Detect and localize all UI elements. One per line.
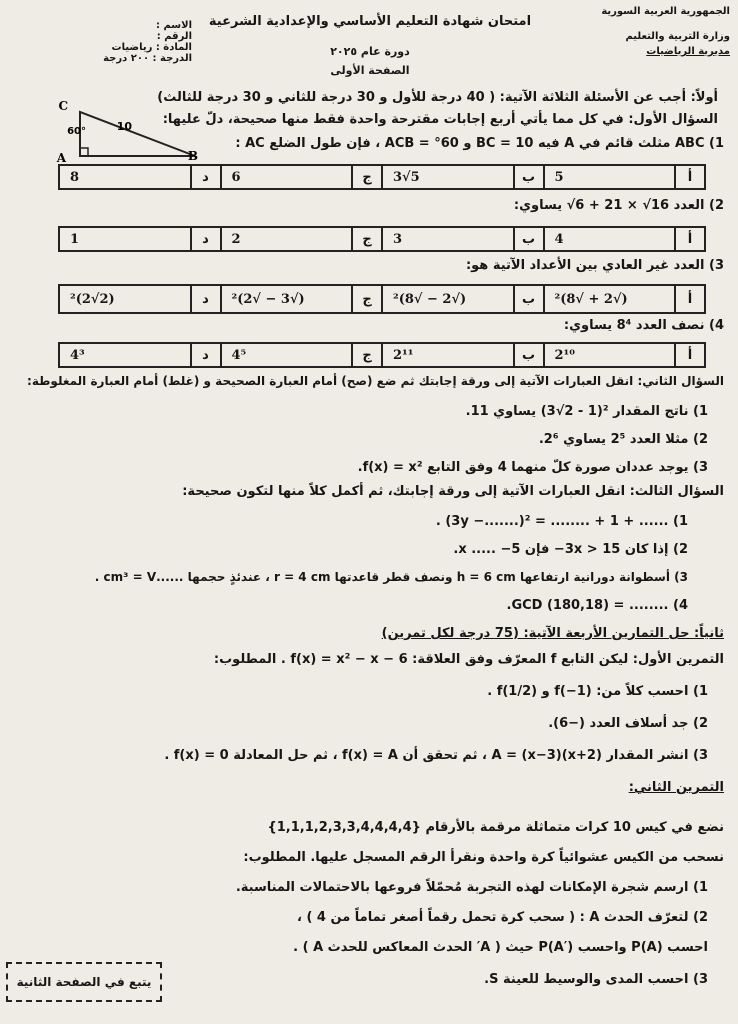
q3-item-3: 3) أسطوانة دورانية ارتفاعها h = 6 cm ونصف قطر قاعدتها r = 4 cm ، عندئذٍ حجمها ......cm³ = V . <box>94 570 688 584</box>
option-label-a: أ <box>674 166 704 188</box>
option-b[interactable]: 3 <box>381 228 513 250</box>
exam-title: امتحان شهادة التعليم الأساسي والإعدادية الشرعية <box>208 14 532 29</box>
option-b[interactable]: 5√3 <box>381 166 513 188</box>
triangle-figure <box>56 98 210 165</box>
ex2-line-1: نضع في كيس 10 كرات متماثلة مرقمة بالأرقام {1,1,1,2,3,3,4,4,4,4} <box>267 820 724 835</box>
ex1-item-3: 3) انشر المقدار A = (x−3)(x+2) ، ثم تحقق أن f(x) = A ، ثم حل المعادلة f(x) = 0 . <box>164 748 708 763</box>
ex2-title: التمرين الثاني: <box>628 780 724 795</box>
q3-item-1: 1) ...... + 1 + ........ = ²(.......− 3y) . <box>435 514 688 529</box>
option-c[interactable]: 4⁵ <box>220 344 352 366</box>
option-d[interactable]: 8 <box>70 169 80 185</box>
header-center <box>200 14 540 77</box>
number-field: الرقم : <box>156 31 192 42</box>
q1-title: السؤال الأول: في كل مما يأتي أربع إجابات مقترحة واحدة فقط منها صحيحة، دلّ عليها: <box>162 112 718 127</box>
option-label-c: ج <box>351 228 381 250</box>
option-label-b: ب <box>513 286 543 312</box>
option-label-b: ب <box>513 344 543 366</box>
option-label-c: ج <box>351 166 381 188</box>
question-2-text: 2) العدد 16√ × 21 + 6√ يساوي: <box>513 198 724 213</box>
option-a[interactable]: 5 <box>543 166 675 188</box>
question-1-text: 1) ABC مثلث قائم في A فيه 10 = BC و 60° = ACB ، فإن طول الضلع AC : <box>235 136 724 151</box>
section2-title: ثانياً: حل التمارين الأربعة الآتية: (75 درجة لكل تمرين) <box>381 626 724 641</box>
option-c[interactable]: (√3 − √2)² <box>220 286 352 312</box>
side-label: 10 <box>116 120 132 133</box>
q2-item-3: 3) يوجد عددان صورة كلّ منهما 4 وفق التابع f(x) = x². <box>357 460 708 475</box>
option-label-a: أ <box>674 344 704 366</box>
header-right <box>570 6 730 57</box>
option-label-a: أ <box>674 228 704 250</box>
ex2-line-5: احسب P(A) واحسب P(A′) حيث ( A′ الحدث المعاكس للحدث A ) . <box>293 940 708 955</box>
right-angle-mark <box>80 148 88 156</box>
q2-item-2: 2) مثلا العدد 2⁵ يساوي 2⁶. <box>538 432 708 447</box>
option-d[interactable]: 4³ <box>70 347 85 363</box>
question-2-options <box>58 226 706 252</box>
ex2-line-4: 2) لتعرّف الحدث A : ( سحب كرة تحمل رقماً أصغر تماماً من 4 ) ، <box>296 910 708 925</box>
option-c[interactable]: 6 <box>220 166 352 188</box>
question-3-text: 3) العدد غير العادي بين الأعداد الآتية هو: <box>465 258 724 273</box>
grade-field: الدرجة : ٢٠٠ درجة <box>103 53 192 64</box>
option-label-c: ج <box>351 286 381 312</box>
q2-title: السؤال الثاني: انقل العبارات الآتية إلى ورقة إجابتك ثم ضع (صح) أمام العبارة الصحيحة و (غلط) أمام العبارة المغلوطة: <box>27 374 724 388</box>
continue-note: يتبع في الصفحة الثانية <box>6 962 162 1002</box>
ministry-label: وزارة التربية والتعليم <box>625 31 730 42</box>
ex1-item-2: 2) جد أسلاف العدد (−6). <box>548 716 708 731</box>
option-label-a: أ <box>674 286 704 312</box>
vertex-c: C <box>58 99 68 113</box>
option-label-b: ب <box>513 228 543 250</box>
option-label-d: د <box>190 166 220 188</box>
subject-field: المادة : رياضيات <box>111 42 192 53</box>
option-label-c: ج <box>351 344 381 366</box>
ex2-line-2: نسحب من الكيس عشوائياً كرة واحدة ونقرأ الرقم المسجل عليها. المطلوب: <box>243 850 724 865</box>
option-a[interactable]: 4 <box>543 228 675 250</box>
question-3-options <box>58 284 706 314</box>
question-1-options <box>58 164 706 190</box>
section1-title: أولاً: أجب عن الأسئلة الثلاثة الآتية: ( 40 درجة للأول و 30 درجة للثاني و 30 درجة للثالث) <box>157 90 718 105</box>
question-4-text: 4) نصف العدد 8⁴ يساوي: <box>563 318 724 333</box>
angle-label: 60° <box>67 126 86 137</box>
option-c[interactable]: 2 <box>220 228 352 250</box>
question-4-options <box>58 342 706 368</box>
name-field: الاسم : <box>155 20 192 31</box>
ex1-item-1: 1) احسب كلاً من: f(−1) و f(1/2) . <box>487 684 708 699</box>
q3-item-2: 2) إذا كان 15 < 3x− فإن 5− ..... x. <box>453 542 688 557</box>
directorate-label: مديرية الرياضيات <box>646 46 730 57</box>
q3-item-4: 4) ........ = GCD (180,18). <box>506 598 688 613</box>
ex2-line-3: 1) ارسم شجرة الإمكانات لهذه التجربة مُحمّلاً فروعها بالاحتمالات المناسبة. <box>235 880 708 895</box>
option-a[interactable]: (√2 + √8)² <box>543 286 675 312</box>
q3-title: السؤال الثالث: انقل العبارات الآتية إلى ورقة إجابتك، ثم أكمل كلاً منها لتكون صحيحة: <box>182 484 724 499</box>
vertex-b: B <box>187 149 198 163</box>
option-b[interactable]: (√2 − √8)² <box>381 286 513 312</box>
ex1-title: التمرين الأول: ليكن التابع f المعرّف وفق العلاقة: f(x) = x² − x − 6 . المطلوب: <box>213 652 724 667</box>
option-label-b: ب <box>513 166 543 188</box>
country-label: الجمهورية العربية السورية <box>601 6 730 17</box>
session-year: دورة عام ٢٠٢٥ <box>330 45 410 58</box>
option-label-d: د <box>190 286 220 312</box>
option-label-d: د <box>190 344 220 366</box>
triangle-shape <box>80 112 195 156</box>
option-label-d: د <box>190 228 220 250</box>
option-d[interactable]: (2√2)² <box>70 291 115 307</box>
vertex-a: A <box>56 151 66 165</box>
ex2-line-6: 3) احسب المدى والوسيط للعينة S. <box>484 972 708 987</box>
page-number: الصفحة الأولى <box>330 64 410 77</box>
option-d[interactable]: 1 <box>70 231 80 247</box>
option-a[interactable]: 2¹⁰ <box>543 344 675 366</box>
option-b[interactable]: 2¹¹ <box>381 344 513 366</box>
q2-item-1: 1) ناتج المقدار ²(1 - 2√3) يساوي 11. <box>465 404 708 419</box>
header-left <box>82 20 192 64</box>
